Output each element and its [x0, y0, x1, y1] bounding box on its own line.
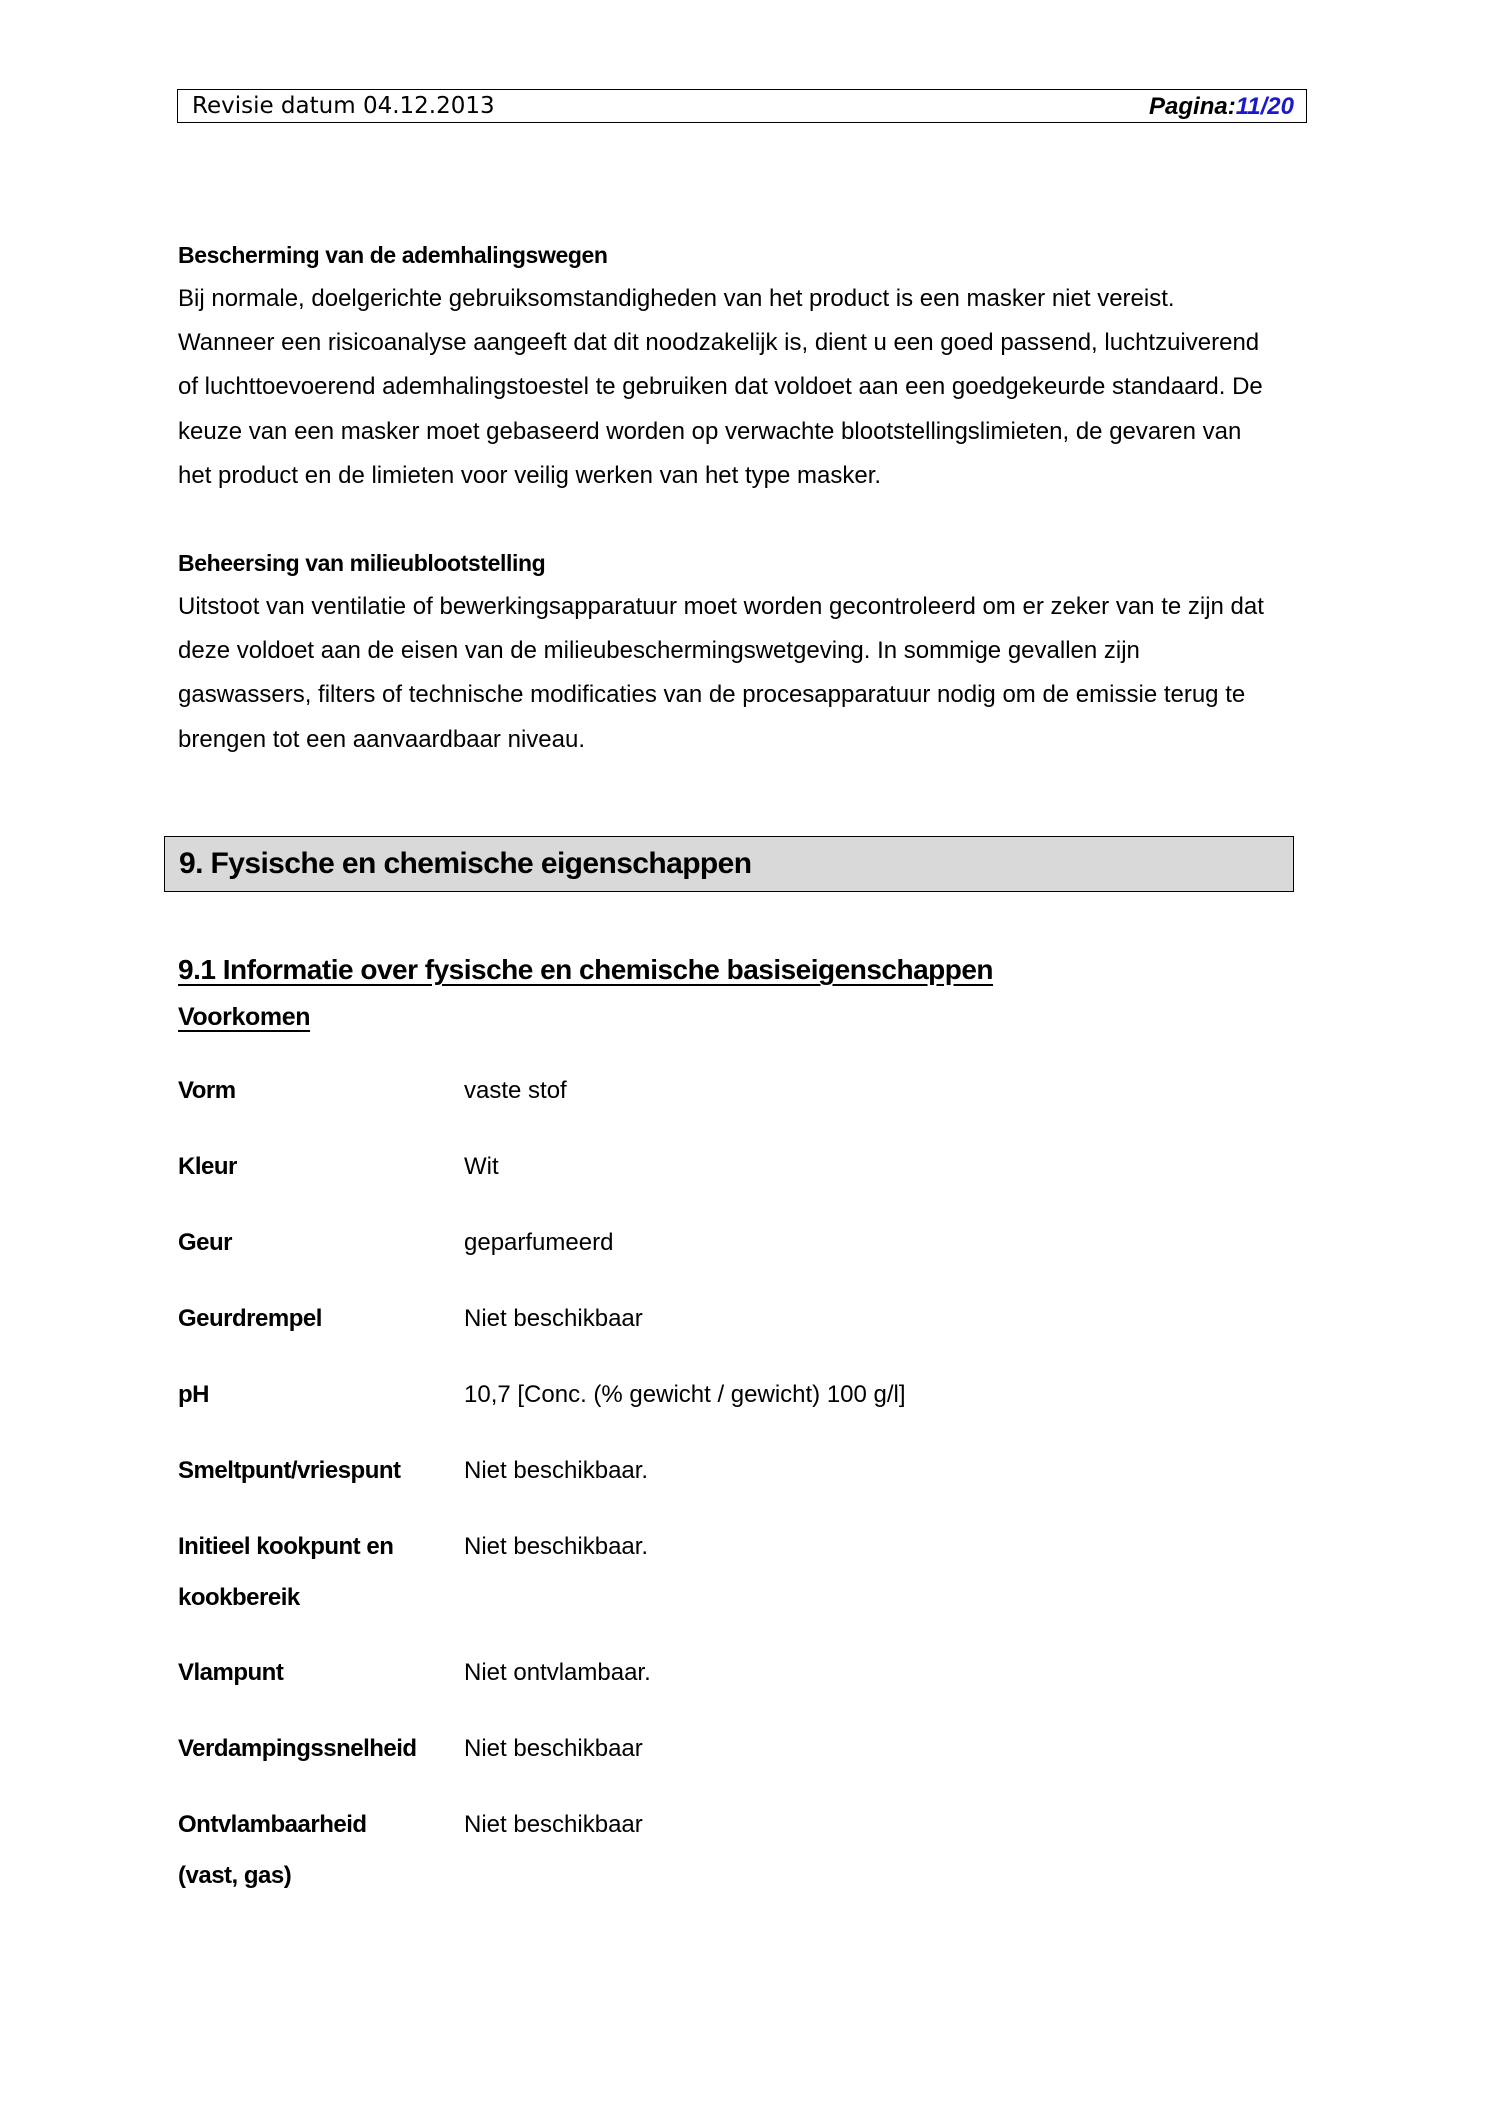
revision-date: Revisie datum 04.12.2013 — [192, 93, 495, 119]
page-label: Pagina: — [1149, 93, 1236, 120]
page-header — [177, 89, 1307, 123]
property-label — [178, 1799, 448, 1901]
respiratory-protection-section — [178, 233, 1338, 498]
property-label-line: kookbereik — [178, 1584, 300, 1611]
property-label: Smeltpunt/vriespunt — [178, 1457, 401, 1484]
respiratory-line: het product en de limieten voor veilig werken van het type masker. — [178, 461, 882, 489]
property-value: Niet beschikbaar — [464, 1305, 643, 1332]
property-label: Kleur — [178, 1153, 237, 1180]
property-label-line: Initieel kookpunt en — [178, 1533, 394, 1560]
environment-line: Uitstoot van ventilatie of bewerkingsapparatuur moet worden gecontroleerd om er zeker van te zijn dat — [178, 593, 1264, 620]
property-label: Verdampingssnelheid — [178, 1735, 417, 1762]
page-indicator — [1149, 93, 1294, 121]
environmental-exposure-section — [178, 541, 1338, 762]
respiratory-line: keuze van een masker moet gebaseerd worden op verwachte blootstellingslimieten, de gevaren van — [178, 417, 1242, 445]
respiratory-line: Bij normale, doelgerichte gebruiksomstandigheden van het product is een masker niet vereist. — [178, 285, 1175, 312]
respiratory-line: of luchttoevoerend ademhalingstoestel te gebruiken dat voldoet aan een goedgekeurde standaard. De — [178, 373, 1263, 401]
property-label — [178, 1521, 448, 1623]
environment-line: gaswassers, filters of technische modificaties van de procesapparatuur nodig om de emissie terug te — [178, 681, 1246, 709]
property-value: Niet beschikbaar — [464, 1735, 643, 1762]
property-label: Geurdrempel — [178, 1305, 322, 1332]
property-label: Geur — [178, 1229, 233, 1256]
property-value: Niet beschikbaar. — [464, 1533, 649, 1560]
section-heading-box — [164, 836, 1294, 892]
environment-line: brengen tot een aanvaardbaar niveau. — [178, 725, 585, 753]
property-value: 10,7 [Conc. (% gewicht / gewicht) 100 g/l] — [464, 1381, 906, 1408]
property-label-line: (vast, gas) — [178, 1862, 292, 1889]
page-number: 11/20 — [1235, 93, 1294, 120]
property-value: Wit — [464, 1153, 499, 1180]
environment-heading: Beheersing van milieublootstelling — [178, 550, 546, 576]
property-label-line: Ontvlambaarheid — [178, 1811, 367, 1838]
property-value: Niet ontvlambaar. — [464, 1659, 651, 1686]
subsection-title: 9.1 Informatie over fysische en chemische basiseigenschappen — [178, 954, 994, 985]
property-value: Niet beschikbaar. — [464, 1457, 649, 1484]
property-value: geparfumeerd — [464, 1229, 614, 1256]
property-value: Niet beschikbaar — [464, 1811, 643, 1838]
property-label: Vlampunt — [178, 1659, 284, 1686]
property-label: pH — [178, 1381, 209, 1408]
property-label: Vorm — [178, 1077, 236, 1104]
section-title: 9. Fysische en chemische eigenschappen — [179, 847, 752, 880]
appearance-heading: Voorkomen — [178, 1003, 311, 1031]
property-value: vaste stof — [464, 1077, 567, 1104]
environment-line: deze voldoet aan de eisen van de milieubeschermingswetgeving. In sommige gevallen zijn — [178, 637, 1140, 665]
respiratory-heading: Bescherming van de ademhalingswegen — [178, 242, 608, 268]
respiratory-line: Wanneer een risicoanalyse aangeeft dat dit noodzakelijk is, dient u een goed passend, luchtzuiverend — [178, 329, 1260, 357]
